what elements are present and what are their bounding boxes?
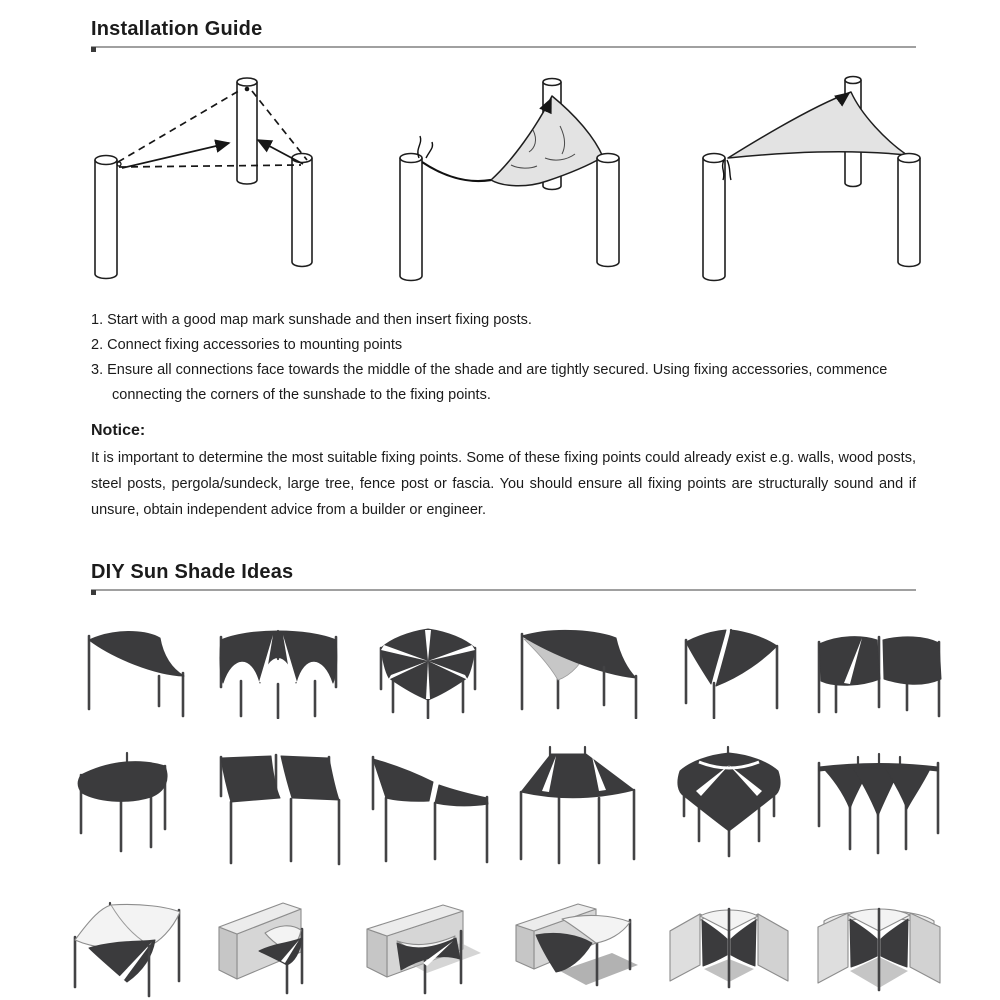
diy-ideas-grid [53,619,954,1000]
diy-idea-overlapping-triangles [504,619,654,719]
hexagon-diamond-canopy-illustration [654,741,804,869]
wall-twin-sail-illustration [203,891,353,1000]
corner-walls-canopy-illustration [804,891,954,1000]
wall-corner-sail-illustration [504,891,654,1000]
diy-idea-crossed-triangles [654,619,804,719]
notice-section [91,422,916,523]
crossed-triangles-illustration [654,619,804,719]
installation-steps [91,308,916,408]
installation-step: 2. Connect fixing accessories to mounting points [91,337,403,353]
diy-idea-slant-split-canopy [353,741,503,869]
diy-idea-twin-slant-awnings [203,741,353,869]
divider-dot [91,590,96,595]
notice-title: Notice: [91,422,146,439]
diy-idea-triangle-sail [53,619,203,719]
overlapping-triangles-illustration [504,619,654,719]
diy-idea-triple-peak-sails [804,741,954,869]
diy-idea-wall-corner-sail [504,891,654,1000]
divider-dot [91,47,96,52]
installation-step: 1. Start with a good map mark sunshade and then insert fixing posts. [91,312,532,328]
diy-idea-corner-walls-canopy [804,891,954,1000]
diy-idea-square-canopy [53,741,203,869]
layered-double-sail-illustration [53,891,203,1000]
section-divider [91,46,916,48]
diy-idea-twin-panels [804,619,954,719]
twin-slant-awnings-illustration [203,741,353,869]
triple-peak-sails-illustration [804,741,954,869]
corner-walls-butterfly-illustration [654,891,804,1000]
diy-ideas-section [91,561,916,1000]
twin-panels-illustration [804,619,954,719]
triangle-sail-illustration [53,619,203,719]
wall-twist-sail-illustration [353,891,503,1000]
diy-idea-gable-canopy [504,741,654,869]
notice-body: It is important to determine the most suitable fixing points. Some of these fixing points could already exist e.g. walls, wood posts, steel posts, pergola/sundeck, large tree, fence post or fascia. You should ensure all fixing points are structurally sound and if unsure, obtain independent advice from a builder or engineer. [91,450,916,518]
diy-ideas-title: DIY Sun Shade Ideas [91,561,294,583]
section-divider [91,589,916,591]
square-canopy-illustration [53,741,203,869]
diy-idea-corner-walls-butterfly [654,891,804,1000]
diy-idea-hexagon-diamond-canopy [654,741,804,869]
diagram-hoist-shade-illustration [385,68,655,298]
diagram-mark-posts-illustration [61,68,361,298]
diy-idea-hexagon-sail [353,619,503,719]
triple-sail-canopy-illustration [203,619,353,719]
slant-split-canopy-illustration [353,741,503,869]
diy-idea-triple-sail-canopy [203,619,353,719]
installation-guide-title: Installation Guide [91,18,263,40]
installation-diagrams [61,68,948,298]
diy-idea-layered-double-sail [53,891,203,1000]
diagram-tensioned-shade-illustration [678,68,948,298]
hexagon-sail-illustration [353,619,503,719]
gable-canopy-illustration [504,741,654,869]
installation-step: 3. Ensure all connections face towards the middle of the shade and are tightly secured. Using fixing accessories, commence connecting the corners of the sunshade to the fixing points. [91,362,888,403]
diy-idea-wall-twin-sail [203,891,353,1000]
diy-idea-wall-twist-sail [353,891,503,1000]
